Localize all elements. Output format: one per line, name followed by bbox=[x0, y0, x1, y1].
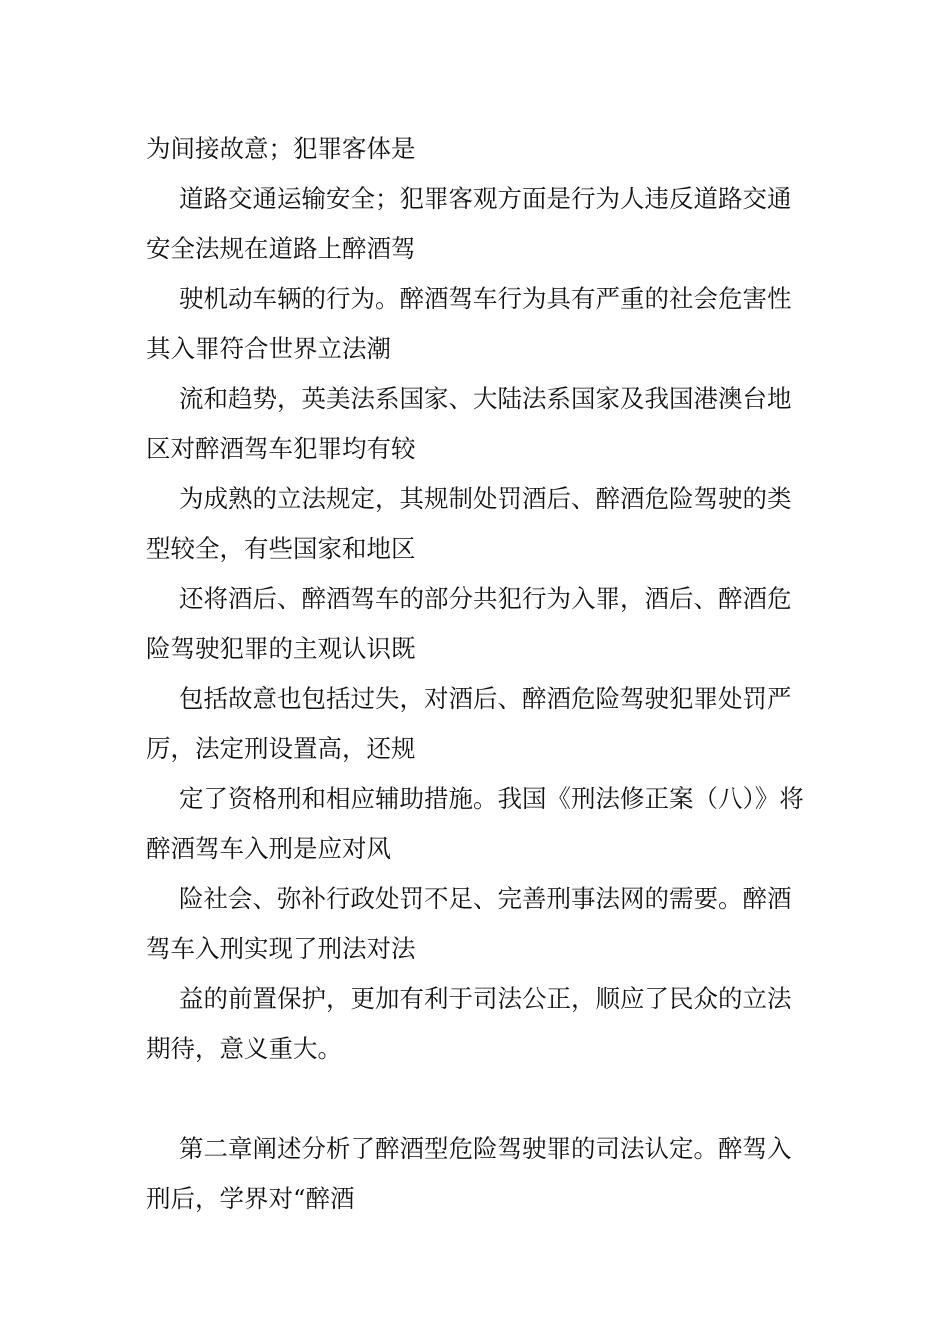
text-line: 为成熟的立法规定，其规制处罚酒后、醉酒危险驾驶的类 bbox=[179, 484, 792, 513]
text-line: 第二章阐述分析了醉酒型危险驾驶罪的司法认定。醉驾入 bbox=[179, 1134, 792, 1163]
body-text bbox=[146, 124, 810, 1224]
text-line: 期待，意义重大。 bbox=[146, 1034, 342, 1063]
text-line: 厉，法定刑设置高，还规 bbox=[146, 734, 416, 763]
text-line: 安全法规在道路上醉酒驾 bbox=[146, 234, 416, 263]
text-line: 险驾驶犯罪的主观认识既 bbox=[146, 634, 416, 663]
text-line: 为间接故意；犯罪客体是 bbox=[146, 134, 416, 163]
text-line: 还将酒后、醉酒驾车的部分共犯行为入罪，酒后、醉酒危 bbox=[179, 584, 792, 613]
text-line: 区对醉酒驾车犯罪均有较 bbox=[146, 434, 416, 463]
text-line: 其入罪符合世界立法潮 bbox=[146, 334, 391, 363]
text-line: 险社会、弥补行政处罚不足、完善刑事法网的需要。醉酒 bbox=[179, 884, 792, 913]
text-line: 道路交通运输安全；犯罪客观方面是行为人违反道路交通 bbox=[179, 184, 792, 213]
paragraph-spacer bbox=[146, 1074, 810, 1124]
text-line: 醉酒驾车入刑是应对风 bbox=[146, 834, 391, 863]
text-line: 包括故意也包括过失，对酒后、醉酒危险驾驶犯罪处罚严 bbox=[179, 684, 792, 713]
text-line: 驶机动车辆的行为。醉酒驾车行为具有严重的社会危害性 bbox=[179, 284, 792, 313]
text-line: 驾车入刑实现了刑法对法 bbox=[146, 934, 416, 963]
text-line: 型较全，有些国家和地区 bbox=[146, 534, 416, 563]
paragraph-conclusion-summary bbox=[146, 124, 810, 1074]
text-line: 流和趋势，英美法系国家、大陆法系国家及我国港澳台地 bbox=[179, 384, 792, 413]
paragraph-chapter-two bbox=[146, 1124, 810, 1224]
text-line: 定了资格刑和相应辅助措施。我国《刑法修正案（八）》将 bbox=[179, 784, 804, 813]
text-line: 刑后，学界对“醉酒 bbox=[146, 1184, 355, 1213]
text-line: 益的前置保护，更加有利于司法公正，顺应了民众的立法 bbox=[179, 984, 792, 1013]
